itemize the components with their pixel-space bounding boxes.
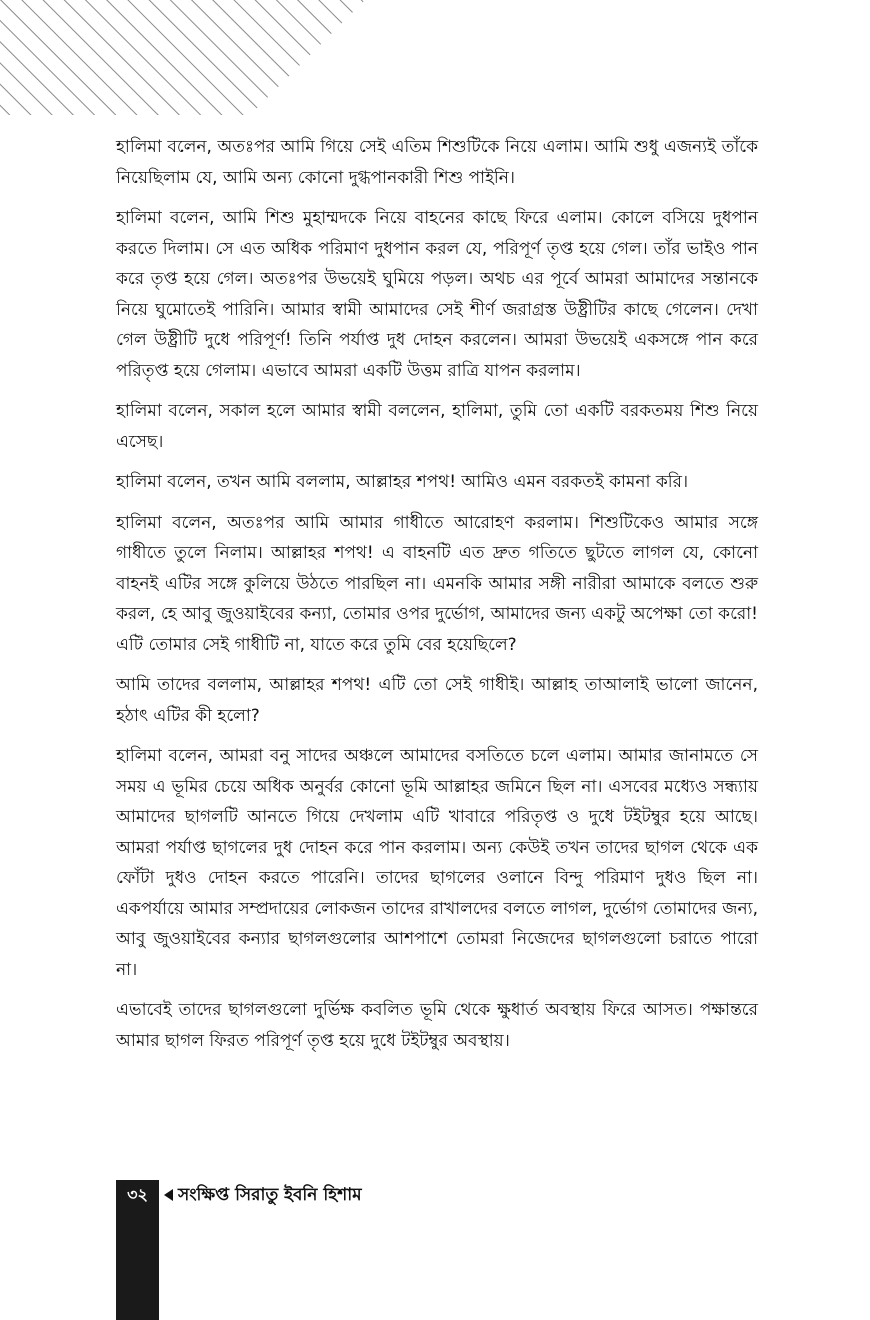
page-body	[116, 132, 758, 1066]
paragraph: হালিমা বলেন, তখন আমি বললাম, আল্লাহর শপথ! আমিও এমন বরকতই কামনা করি।	[116, 472, 689, 492]
triangle-left-icon	[164, 1189, 173, 1201]
paragraph: হালিমা বলেন, আমরা বনু সাদের অঞ্চলে আমাদের বসতিতে চলে এলাম। আমার জানামতে সে সময় এ ভূমির চেয়ে অধিক অনুর্বর কোনো ভূমি আল্লাহর জমিনে ছিল না। এসবের মধ্যেও সন্ধ্যায় আমাদের ছাগলটি আনতে গিয়ে দেখলাম এটি খাবারে পরিতৃপ্ত ও দুধে টইটম্বুর হয়ে আছে। আমরা পর্যাপ্ত ছাগলের দুধ দোহন করে পান করলাম। অন্য কেউই তখন তাদের ছাগল থেকে এক ফোঁটা দুধও দোহন করতে পারেনি। তাদের ছাগলের ওলানে বিন্দু পরিমাণ দুধও ছিল না। একপর্যায়ে আমার সম্প্রদায়ের লোকজন তাদের রাখালদের বলতে লাগল, দুর্ভোগ তোমাদের জন্য, আবু জুওয়াইবের কন্যার ছাগলগুলোর আশপাশে তোমরা নিজেদের ছাগলগুলো চরাতে পারো না।	[116, 746, 758, 980]
paragraph: এভাবেই তাদের ছাগলগুলো দুর্ভিক্ষ কবলিত ভূমি থেকে ক্ষুধার্ত অবস্থায় ফিরে আসত। পক্ষান্তরে আমার ছাগল ফিরত পরিপূর্ণ তৃপ্ত হয়ে দুধে টইটম্বুর অবস্থায়।	[116, 1000, 758, 1051]
paragraph: হালিমা বলেন, আমি শিশু মুহাম্মদকে নিয়ে বাহনের কাছে ফিরে এলাম। কোলে বসিয়ে দুধপান করতে দিলাম। সে এত অধিক পরিমাণ দুধপান করল যে, পরিপূর্ণ তৃপ্ত হয়ে গেল। তাঁর ভাইও পান করে তৃপ্ত হয়ে গেল। অতঃপর উভয়েই ঘুমিয়ে পড়ল। অথচ এর পূর্বে আমরা আমাদের সন্তানকে নিয়ে ঘুমোতেই পারিনি। আমার স্বামী আমাদের সেই শীর্ণ জরাগ্রস্ত উষ্ট্রীটির কাছে গেলেন। দেখা গেল উষ্ট্রীটি দুধে পরিপূর্ণ! তিনি পর্যাপ্ত দুধ দোহন করলেন। আমরা উভয়েই একসঙ্গে পান করে পরিতৃপ্ত হয়ে গেলাম। এভাবে আমরা একটি উত্তম রাত্রি যাপন করলাম।	[116, 208, 758, 381]
paragraph: হালিমা বলেন, অতঃপর আমি আমার গাধীতে আরোহণ করলাম। শিশুটিকেও আমার সঙ্গে গাধীতে তুলে নিলাম। আল্লাহর শপথ! এ বাহনটি এত দ্রুত গতিতে ছুটতে লাগল যে, কোনো বাহনই এটির সঙ্গে কুলিয়ে উঠতে পারছিল না। এমনকি আমার সঙ্গী নারীরা আমাকে বলতে শুরু করল, হে আবু জুওয়াইবের কন্যা, তোমার ওপর দুর্ভোগ, আমাদের জন্য একটু অপেক্ষা তো করো! এটি তোমার সেই গাধীটি না, যাতে করে তুমি বের হয়েছিলে?	[116, 512, 758, 655]
paragraph: হালিমা বলেন, অতঃপর আমি গিয়ে সেই এতিম শিশুটিকে নিয়ে এলাম। আমি শুধু এজন্যই তাঁকে নিয়েছিলাম যে, আমি অন্য কোনো দুগ্ধপানকারী শিশু পাইনি।	[116, 137, 758, 188]
paragraph: হালিমা বলেন, সকাল হলে আমার স্বামী বললেন, হালিমা, তুমি তো একটি বরকতময় শিশু নিয়ে এসেছ।	[116, 401, 758, 452]
paragraph: আমি তাদের বললাম, আল্লাহর শপথ! এটি তো সেই গাধীই। আল্লাহ তাআলাই ভালো জানেন, হঠাৎ এটির কী হলো?	[116, 675, 758, 726]
page-number: ৩২	[127, 1185, 148, 1204]
running-book-title: সংক্ষিপ্ত সিরাতু ইবনি হিশাম	[178, 1185, 362, 1205]
corner-hatch-decoration	[0, 0, 365, 115]
